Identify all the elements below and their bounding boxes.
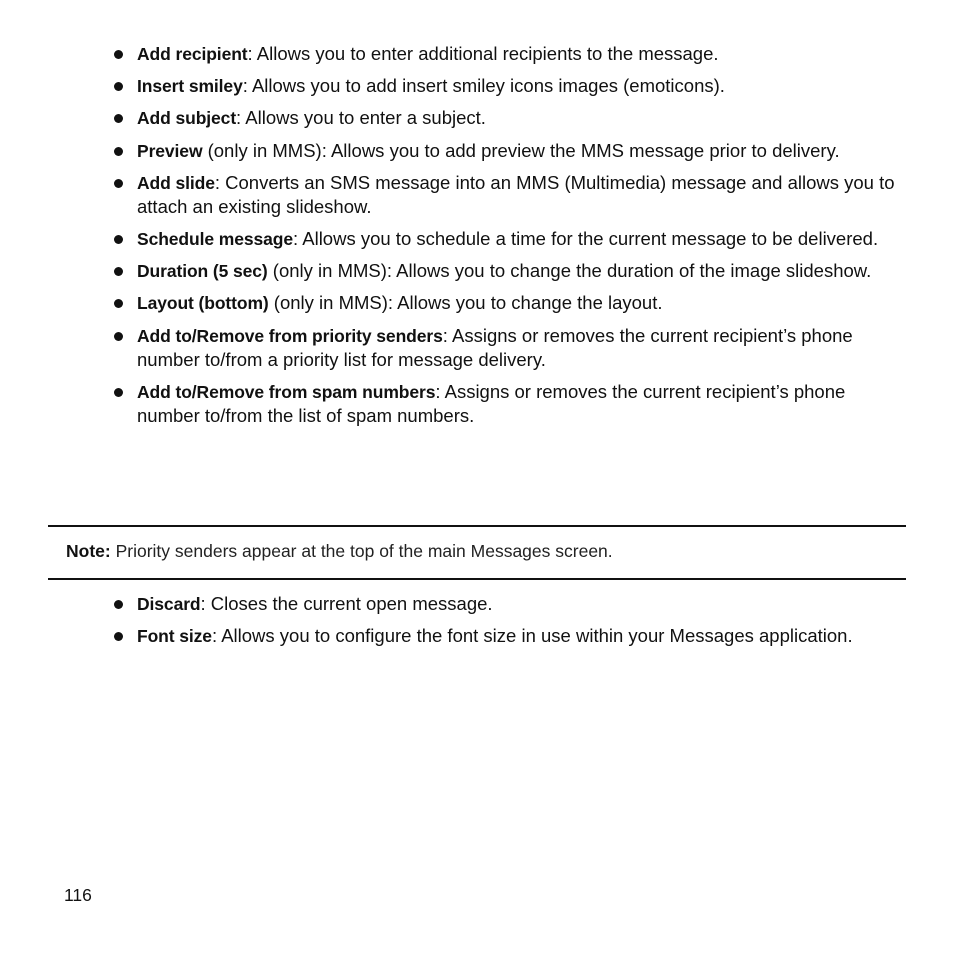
item-term: Add to/Remove from spam numbers (137, 381, 436, 402)
list-item (112, 42, 902, 66)
list-item (112, 106, 902, 130)
item-term: Font size (137, 626, 212, 647)
item-description: : Closes the current open message. (200, 593, 493, 614)
list-item (112, 592, 902, 616)
list-item (112, 227, 902, 251)
bullet-icon (114, 82, 123, 91)
item-description: : Assigns or removes the current recipient’s phone number to/from a priority list for message delivery. (137, 324, 853, 370)
item-term: Add to/Remove from priority senders (137, 325, 443, 346)
list-item (112, 380, 902, 428)
bullet-icon (114, 299, 123, 308)
bullet-icon (114, 632, 123, 641)
item-term: Add subject (137, 108, 237, 129)
list-item (112, 624, 902, 648)
list-item (112, 291, 902, 315)
bullet-icon (114, 114, 123, 123)
options-list-top (112, 42, 902, 436)
bullet-icon (114, 179, 123, 188)
list-item (112, 74, 902, 98)
list-item (112, 324, 902, 372)
item-description: : Converts an SMS message into an MMS (Multimedia) message and allows you to attach an existing slideshow. (137, 171, 895, 217)
list-item (112, 259, 902, 283)
item-description: (only in MMS): Allows you to change the layout. (268, 292, 663, 314)
item-term: Duration (5 sec) (137, 261, 268, 282)
bullet-icon (114, 267, 123, 276)
list-item (112, 139, 902, 163)
bullet-icon (114, 388, 123, 397)
item-description: : Assigns or removes the current recipient’s phone number to/from the list of spam numbers. (137, 380, 846, 426)
note-top-divider (48, 525, 906, 527)
bullet-icon (114, 332, 123, 341)
item-description: : Allows you to add insert smiley icons images (emoticons). (242, 75, 725, 97)
item-term: Discard (137, 594, 201, 614)
item-description: : Allows you to enter additional recipients to the message. (247, 43, 719, 64)
bullet-icon (114, 50, 123, 59)
list-item (112, 171, 902, 219)
item-description: : Allows you to schedule a time for the current message to be delivered. (292, 227, 879, 249)
item-description: (only in MMS): Allows you to change the duration of the image slideshow. (267, 260, 872, 282)
note-text: Priority senders appear at the top of the main Messages screen. (110, 541, 613, 561)
note-label: Note: (66, 541, 111, 561)
bullet-icon (114, 147, 123, 156)
item-term: Add recipient (137, 44, 248, 64)
item-description: (only in MMS): Allows you to add preview the MMS message prior to delivery. (202, 139, 840, 161)
page-number: 116 (64, 885, 92, 905)
note-box (66, 539, 896, 563)
bullet-icon (114, 235, 123, 244)
item-description: : Allows you to configure the font size in use within your Messages application. (211, 625, 853, 647)
item-term: Insert smiley (137, 76, 243, 97)
note-bottom-divider (48, 578, 906, 580)
item-term: Schedule message (137, 228, 293, 249)
item-term: Layout (bottom) (137, 293, 269, 314)
item-description: : Allows you to enter a subject. (236, 107, 486, 129)
options-list-bottom (112, 592, 902, 656)
item-term: Add slide (137, 172, 215, 193)
item-term: Preview (137, 140, 203, 161)
bullet-icon (114, 600, 123, 609)
